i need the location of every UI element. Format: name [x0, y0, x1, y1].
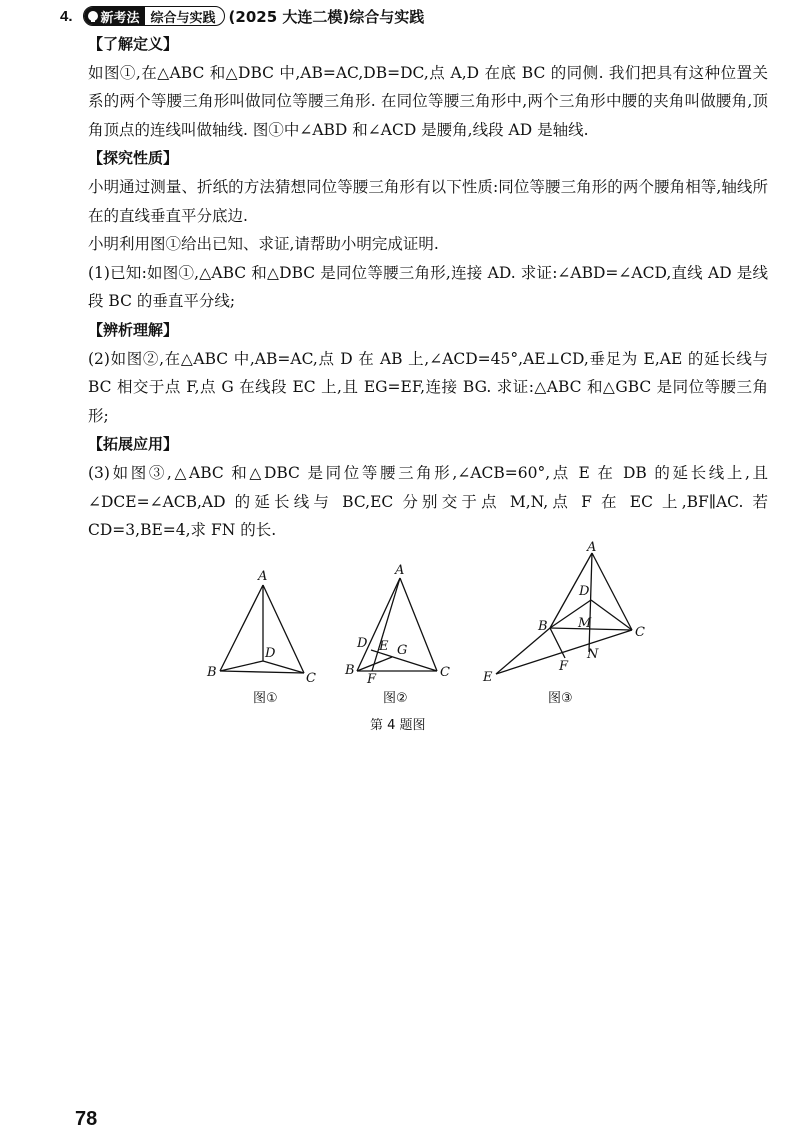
fig3-label-d: D [579, 584, 590, 599]
geometry-figures [0, 540, 800, 740]
question-part-2: (2)如图②,在△ABC 中,AB=AC,点 D 在 AB 上,∠ACD=45°,AE⊥CD,垂足为 E,AE 的延长线与 BC 相交于点 F,点 G 在线段 EC 上,且 EG=EF,连接 BG. 求证:△ABC 和△GBC 是同位等腰三角形; [88, 349, 768, 425]
question-part-3: (3)如图③,△ABC 和△DBC 是同位等腰三角形,∠ACB=60°,点 E 在 DB 的延长线上,且∠DCE=∠ACB,AD 的延长线与 BC,EC 分别交于点 M,N,点 F 在 EC 上,BF∥AC. 若 CD=3,BE=4,求 FN 的长. [88, 463, 768, 540]
explore-paragraph-1: 小明通过测量、折纸的方法猜想同位等腰三角形有以下性质:同位等腰三角形的两个腰角相等,轴线所在的直线垂直平分底边. [88, 177, 768, 225]
question-body [88, 30, 768, 545]
fig2-label-f: F [367, 672, 377, 687]
new-method-tag [83, 6, 225, 26]
tag-dark-label: 新考法 [100, 10, 140, 26]
define-paragraph: 如图①,在△ABC 和△DBC 中,AB=AC,DB=DC,点 A,D 在底 BC 的同侧. 我们把具有这种位置关系的两个等腰三角形叫做同位等腰三角形. 在同位等腰三角形中,两个三角形中腰的夹角叫做腰角,顶角顶点的连线叫做轴线. 图①中∠ABD 和∠ACD 是腰角,线段 AD 是轴线. [88, 63, 768, 139]
fig2-label-e: E [379, 639, 389, 654]
fig3-label-f: F [559, 659, 569, 674]
fig2-caption: 图② [383, 691, 408, 706]
section-title-extend: 【拓展应用】 [88, 435, 179, 454]
fig2-label-g: G [397, 643, 408, 658]
tag-light-label: 综合与实践 [150, 10, 216, 26]
figure-main-caption: 第 4 题图 [370, 718, 426, 733]
fig3-label-a: A [587, 540, 597, 555]
explore-paragraph-2: 小明利用图①给出已知、求证,请帮助小明完成证明. [88, 235, 439, 254]
page-number: 78 [75, 1108, 98, 1130]
question-part-1: (1)已知:如图①,△ABC 和△DBC 是同位等腰三角形,连接 AD. 求证:∠ABD=∠ACD,直线 AD 是线段 BC 的垂直平分线; [88, 263, 768, 311]
section-title-define: 【了解定义】 [88, 35, 179, 53]
fig1-label-b: B [207, 665, 217, 680]
question-source: (2025 大连二模)综合与实践 [228, 7, 425, 26]
figure-3-diagram [496, 553, 632, 674]
section-title-analyze: 【辨析理解】 [88, 320, 179, 339]
fig1-caption: 图① [253, 691, 278, 706]
section-title-explore: 【探究性质】 [88, 149, 179, 168]
fig1-label-d: D [265, 646, 276, 661]
fig1-label-a: A [258, 569, 268, 584]
fig3-label-e: E [483, 670, 493, 685]
fig2-label-a: A [395, 563, 405, 578]
figure-1-diagram [220, 585, 304, 673]
question-header [60, 4, 424, 28]
figure-area [0, 540, 800, 740]
fig3-label-m: M [578, 616, 592, 631]
fig1-label-c: C [306, 671, 316, 686]
lightbulb-icon [88, 11, 98, 21]
fig3-label-n: N [587, 647, 599, 662]
question-number: 4. [60, 7, 73, 25]
fig3-label-c: C [635, 625, 645, 640]
fig2-label-c: C [440, 665, 450, 680]
fig3-caption: 图③ [548, 691, 573, 706]
fig2-label-b: B [345, 663, 355, 678]
fig3-label-b: B [538, 619, 548, 634]
fig2-label-d: D [357, 636, 368, 651]
